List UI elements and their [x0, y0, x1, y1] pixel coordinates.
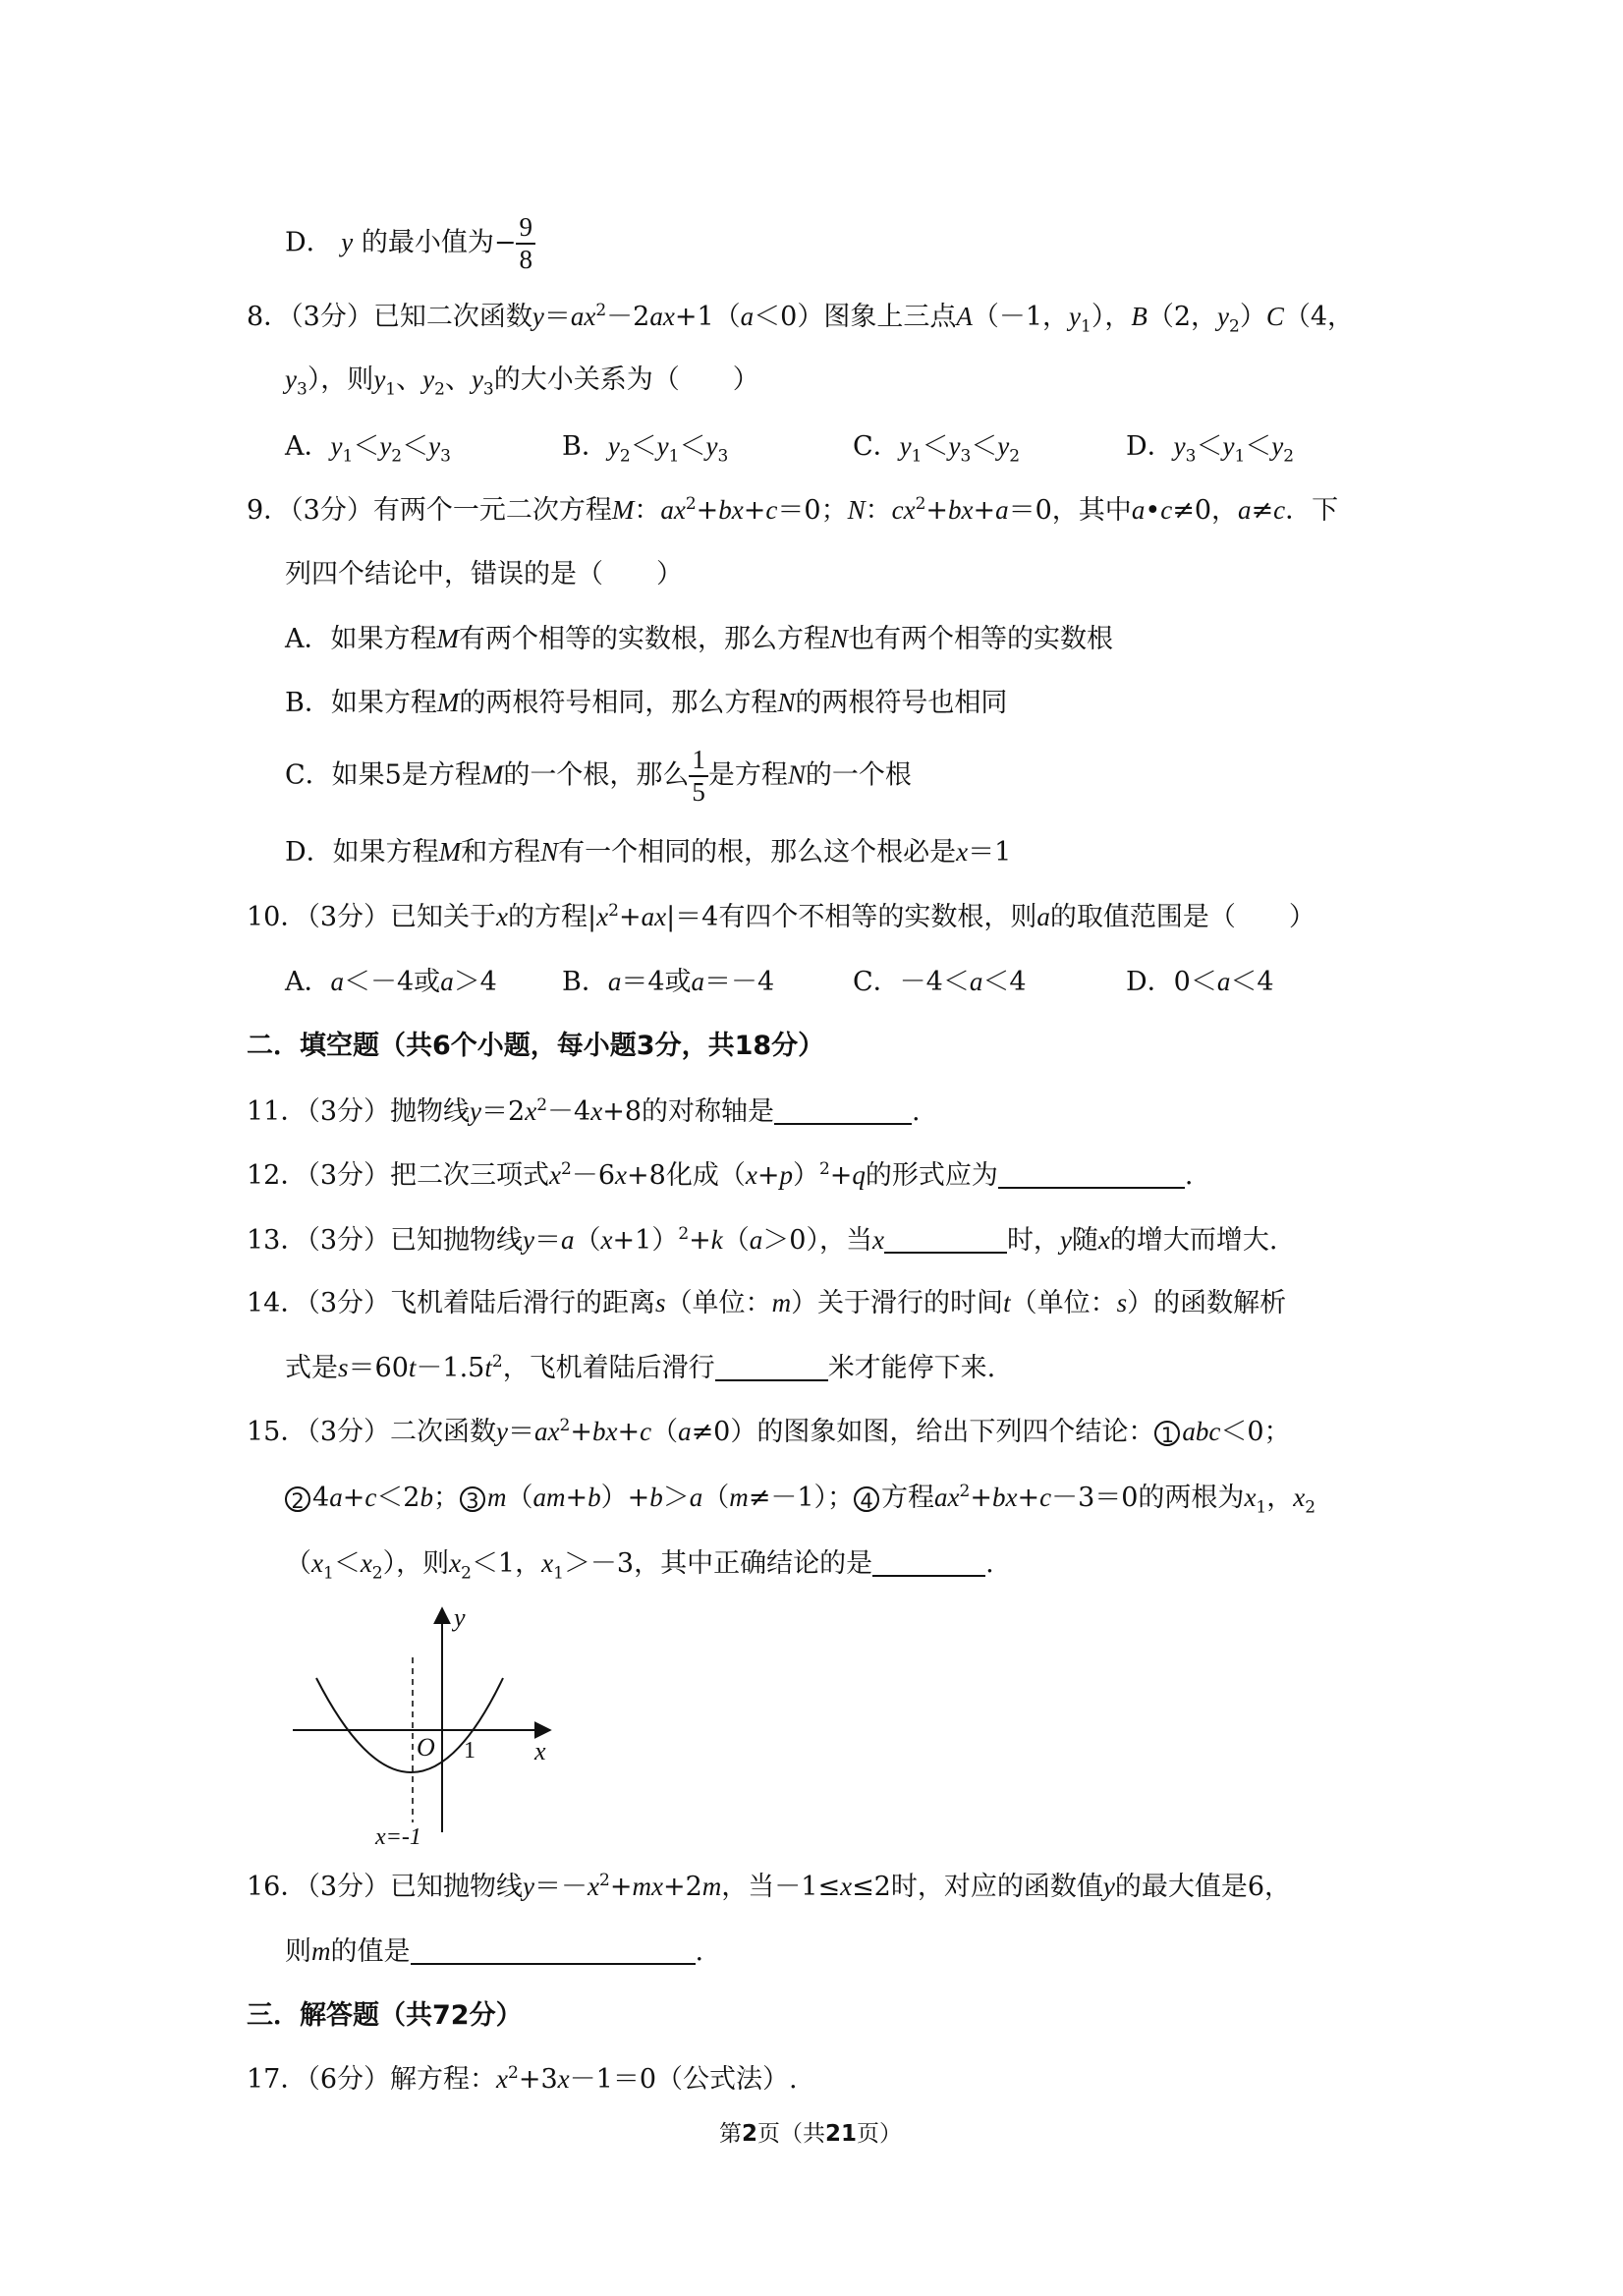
q17: 17．（6分）解方程：$x^2+3x-1=0$（公式法）. [247, 2063, 798, 2095]
q9-line-2: 列四个结论中，错误的是（ ） [285, 559, 683, 589]
q15-line-3: $(x_1<x_2)$，则$x_2<1$，$x_1>-3$，其中正确结论的是 . [285, 1548, 994, 1584]
q8-option-c: C．$y_1<y_3<y_2$ [853, 431, 1021, 467]
q10-line-1: 10．（3分）已知关于x的方程$|x^2+ax|=4$有四个不相等的实数根，则a的取值范围是（ ） [247, 901, 1315, 932]
fraction-one-fifth: $\frac{1}{5}$ [689, 747, 708, 806]
q9-line-1: 9．（3分）有两个一元二次方程M：$ax^2+bx+c=0$；N：$cx^2+bx+a=0$，其中a•c≠0，a≠c．下 [247, 494, 1339, 526]
q8-line-1: 8．（3分）已知二次函数$y=ax^2-2ax+1(a<0)$图象上三点A（－1，$y_1$），B（2，$y_2)C(4$， [247, 301, 1355, 337]
section-3-heading: 三．解答题（共72分） [247, 2000, 523, 2031]
answer-blank[interactable] [998, 1161, 1185, 1189]
y-axis-label: y [454, 1603, 466, 1632]
q15-line-1: 15．（3分）二次函数$y=ax^2+bx+c(a\ne 0)$的图象如图，给出下列四个结论： 1 abc＜0； [247, 1416, 1291, 1447]
q15-line-2: 2 4a+c＜2b； 3 m（am+b）+b＞a（m≠－1）； 4 方程$ax^2+bx+c-3=0$的两根为$x_1$，$x_2$ [285, 1484, 1315, 1512]
q9-option-a: A．如果方程M有两个相等的实数根，那么方程N也有两个相等的实数根 [285, 624, 1114, 654]
circled-number-4: 4 [854, 1486, 879, 1512]
q11: 11．（3分）抛物线$y=2x^2-4x+8$的对称轴是 . [247, 1095, 921, 1127]
fraction-nine-eighths: $\frac{9}{8}$ [516, 214, 535, 273]
answer-blank[interactable] [411, 1937, 696, 1965]
q14-line-1: 14．（3分）飞机着陆后滑行的距离s（单位：m）关于滑行的时间t（单位：s）的函数解析 [247, 1288, 1287, 1318]
q10-option-d: D．0＜a＜4 [1126, 967, 1274, 997]
parabola-graph [285, 1596, 570, 1852]
page-footer: 第2页（共21页） [719, 2121, 903, 2147]
origin-label: O [417, 1733, 435, 1762]
q10-option-b: B．a＝4或a＝－4 [562, 967, 775, 997]
axis-of-symmetry-label: x=-1 [375, 1824, 421, 1850]
q9-option-d: D．如果方程M和方程N有一个相同的根，那么这个根必是x＝1 [285, 837, 1012, 868]
circled-number-3: 3 [460, 1486, 485, 1512]
x-axis-label: x [534, 1737, 546, 1765]
answer-blank[interactable] [884, 1226, 1007, 1254]
q10-option-a: A．a＜－4或a＞4 [285, 967, 497, 997]
q8-option-b: B．$y_2<y_1<y_3$ [562, 431, 729, 467]
q14-line-2: 式是$s=60t-1.5t^2$，飞机着陆后滑行 米才能停下来. [285, 1352, 996, 1383]
q8-option-a: A．$y_1<y_2<y_3$ [285, 431, 451, 467]
q9-option-b: B．如果方程M的两根符号相同，那么方程N的两根符号也相同 [285, 688, 1008, 718]
q10-options [285, 967, 1274, 997]
page-number: 2 [742, 2121, 758, 2147]
q12: 12．（3分）把二次三项式$x^2-6x+8$化成$(x+p)^2+q$的形式应为 . [247, 1159, 1194, 1191]
q8-option-d: D．$y_3<y_1<y_2$ [1126, 431, 1295, 467]
circled-number-2: 2 [285, 1486, 310, 1512]
q16-line-1: 16．（3分）已知抛物线$y=-x^2+mx+2m$，当－1≤x≤2时，对应的函数值y的最大值是6， [247, 1871, 1292, 1902]
q9-option-c: C．如果5是方程M的一个根，那么 $\frac{1}{5}$ 是方程N的一个根 [285, 745, 912, 807]
q13: 13．（3分）已知抛物线$y=a(x+1)^2+k(a>0)$，当x 时，y随x的增大而增大. [247, 1224, 1278, 1256]
q8-options [285, 431, 1295, 467]
answer-blank[interactable] [872, 1549, 985, 1577]
q16-line-2: 则m的值是 . [285, 1936, 704, 1967]
answer-blank[interactable] [774, 1097, 912, 1125]
q8-line-2: $y_3$），则$y_1$、$y_2$、$y_3$的大小关系为（ ） [285, 364, 759, 400]
section-2-heading: 二．填空题（共6个小题，每小题3分，共18分） [247, 1031, 825, 1061]
answer-blank[interactable] [715, 1354, 828, 1381]
tick-label-1: 1 [464, 1738, 476, 1764]
circled-number-1: 1 [1154, 1421, 1180, 1446]
q10-option-c: C．－4＜a＜4 [853, 967, 1027, 997]
total-pages: 21 [825, 2121, 858, 2147]
q7-option-d: D． y 的最小值为− $\frac{9}{8}$ [285, 214, 535, 273]
